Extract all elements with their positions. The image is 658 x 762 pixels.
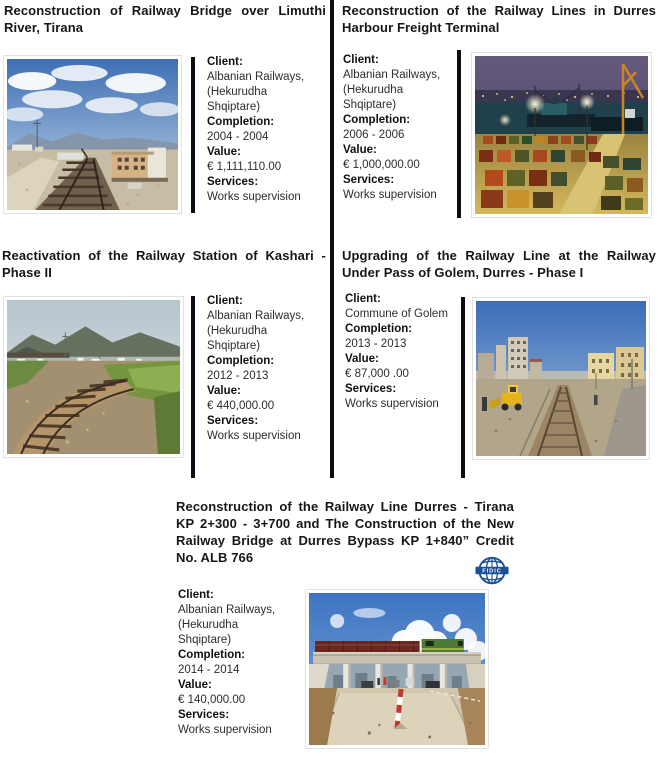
detail-label: Completion: xyxy=(343,114,411,126)
detail-value: 2006 - 2006 xyxy=(343,129,405,141)
detail-label: Client: xyxy=(207,56,243,68)
detail-label: Client: xyxy=(345,293,381,305)
detail-label: Services: xyxy=(345,383,397,395)
detail-label: Completion: xyxy=(178,649,246,661)
detail-value: Works supervision xyxy=(207,430,301,442)
detail-value: (Hekurudha xyxy=(343,84,404,96)
project-details xyxy=(343,53,457,203)
detail-value: € 1,000,000.00 xyxy=(343,159,420,171)
detail-value: € 440,000.00 xyxy=(207,400,275,412)
detail-value: Works supervision xyxy=(345,398,439,410)
detail-value: Shqiptare) xyxy=(207,340,261,352)
detail-value: Albanian Railways, xyxy=(207,71,305,83)
fidic-logo-text: FIDIC xyxy=(482,568,502,575)
detail-value: Shqiptare) xyxy=(178,634,232,646)
detail-value: Albanian Railways, xyxy=(343,69,441,81)
detail-label: Value: xyxy=(207,146,241,158)
detail-label: Value: xyxy=(345,353,379,365)
project-photo-bypass-bridge-train xyxy=(305,589,489,749)
project-details xyxy=(178,588,304,738)
detail-divider-bar xyxy=(191,57,195,213)
detail-label: Client: xyxy=(207,295,243,307)
detail-value: Commune of Golem xyxy=(345,308,448,320)
detail-label: Services: xyxy=(178,709,230,721)
detail-label: Services: xyxy=(343,174,395,186)
detail-value: (Hekurudha xyxy=(207,86,268,98)
detail-label: Completion: xyxy=(207,355,275,367)
detail-divider-bar xyxy=(457,50,461,218)
detail-value: Works supervision xyxy=(343,189,437,201)
project-photo-railway-track-limuthi xyxy=(3,55,182,214)
detail-value: 2014 - 2014 xyxy=(178,664,240,676)
detail-value: € 140,000.00 xyxy=(178,694,246,706)
detail-value: Albanian Railways, xyxy=(207,310,305,322)
project-details xyxy=(207,55,325,205)
detail-value: 2004 - 2004 xyxy=(207,131,269,143)
detail-label: Services: xyxy=(207,415,259,427)
detail-value: Works supervision xyxy=(178,724,272,736)
detail-value: Albanian Railways, xyxy=(178,604,276,616)
detail-label: Completion: xyxy=(345,323,413,335)
project-details xyxy=(207,294,327,444)
detail-divider-bar xyxy=(191,296,195,478)
detail-value: 2013 - 2013 xyxy=(345,338,407,350)
detail-value: € 1,111,110.00 xyxy=(207,161,282,173)
detail-divider-bar xyxy=(461,297,465,478)
detail-value: Shqiptare) xyxy=(343,99,397,111)
project-details xyxy=(345,292,459,412)
detail-value: € 87,000 .00 xyxy=(345,368,409,380)
project-title: Upgrading of the Railway Line at the Railway Under Pass of Golem, Durres - Phase I xyxy=(342,248,656,280)
fidic-logo-icon xyxy=(475,553,509,589)
detail-label: Value: xyxy=(178,679,212,691)
detail-value: Works supervision xyxy=(207,191,301,203)
detail-value: 2012 - 2013 xyxy=(207,370,269,382)
detail-label: Client: xyxy=(178,589,214,601)
detail-label: Completion: xyxy=(207,116,275,128)
detail-label: Services: xyxy=(207,176,259,188)
detail-value: (Hekurudha xyxy=(178,619,239,631)
detail-value: (Hekurudha xyxy=(207,325,268,337)
column-divider xyxy=(330,0,334,478)
project-title: Reactivation of the Railway Station of Kashari - Phase II xyxy=(2,248,326,280)
detail-value: Shqiptare) xyxy=(207,101,261,113)
project-photo-kashari-track xyxy=(3,296,184,458)
detail-label: Value: xyxy=(343,144,377,156)
project-photo-durres-harbour-night xyxy=(471,52,652,218)
project-photo-golem-track-works xyxy=(472,297,650,460)
detail-label: Client: xyxy=(343,54,379,66)
project-title: Reconstruction of Railway Bridge over Limuthi River, Tirana xyxy=(4,3,326,35)
project-title: Reconstruction of the Railway Line Durres - Tirana KP 2+300 - 3+700 and The Construction of the New Railway Bridge at Durres Bypass KP 1+840” Credit No. ALB 766 xyxy=(176,499,514,565)
project-title: Reconstruction of the Railway Lines in Durres Harbour Freight Terminal xyxy=(342,3,656,35)
detail-label: Value: xyxy=(207,385,241,397)
